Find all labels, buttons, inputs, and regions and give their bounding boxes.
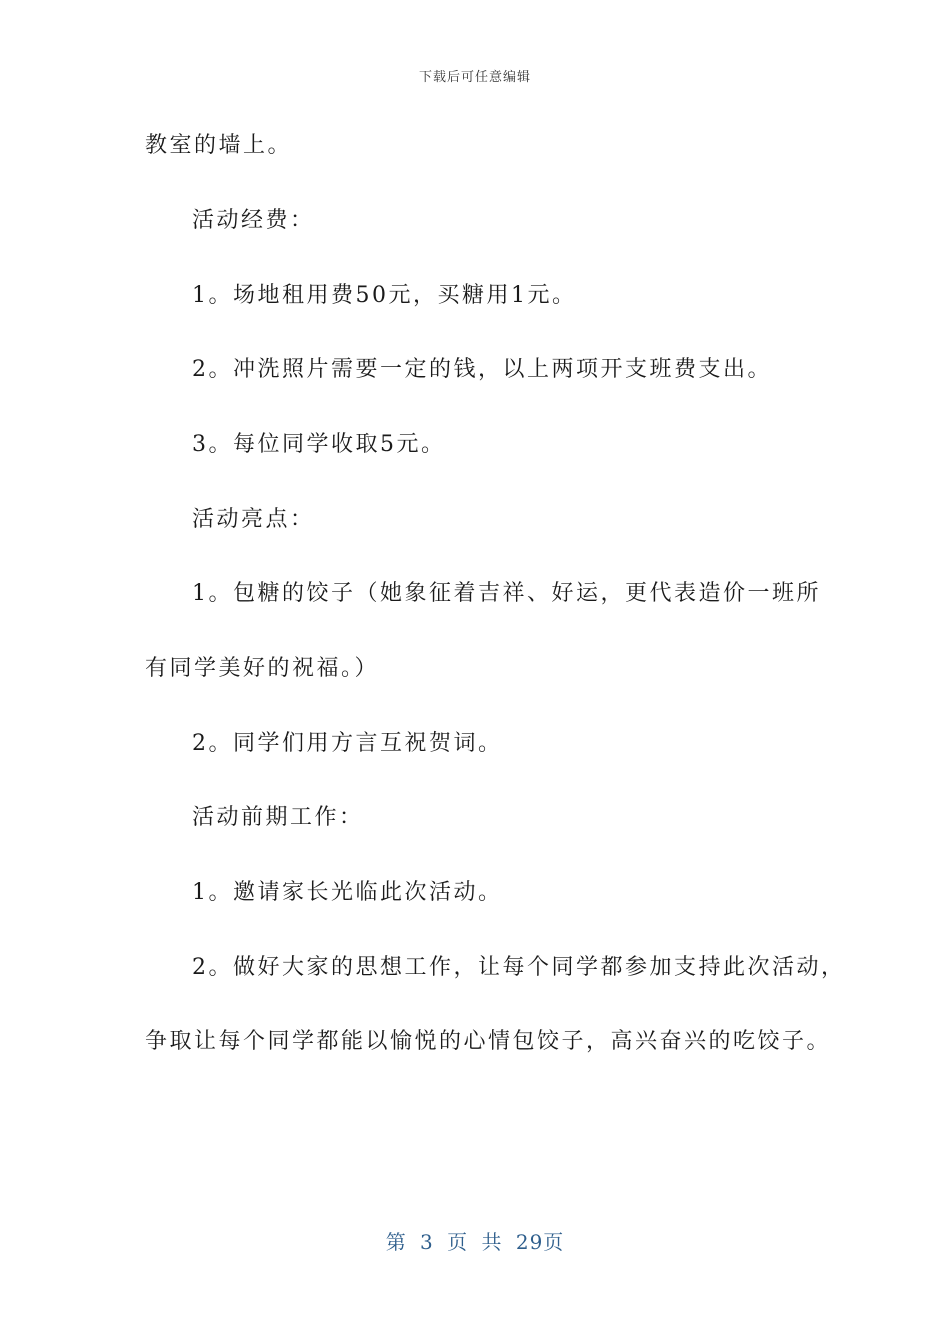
list-item: 1。包糖的饺子（她象征着吉祥、好运，更代表造价一班所 <box>192 581 821 606</box>
list-item: 1。邀请家长光临此次活动。 <box>192 880 503 905</box>
list-item: 1。场地租用费50元，买糖用1元。 <box>192 283 577 308</box>
list-item: 2。做好大家的思想工作，让每个同学都参加支持此次活动， <box>192 955 846 980</box>
section-heading-preparation: 活动前期工作： <box>192 805 364 830</box>
list-item: 2。冲洗照片需要一定的钱，以上两项开支班费支出。 <box>192 357 772 382</box>
section-heading-expenses: 活动经费： <box>192 208 315 233</box>
list-item-continuation: 争取让每个同学都能以愉悦的心情包饺子，高兴奋兴的吃饺子。 <box>145 1029 832 1054</box>
list-item-continuation: 有同学美好的祝福。） <box>145 656 380 681</box>
paragraph-line: 教室的墙上。 <box>145 133 293 158</box>
header-note: 下载后可任意编辑 <box>418 70 531 85</box>
list-item: 3。每位同学收取5元。 <box>192 432 446 457</box>
list-item: 2。同学们用方言互祝贺词。 <box>192 731 503 756</box>
section-heading-highlights: 活动亮点： <box>192 507 315 532</box>
page-number: 第 3 页 共 29页 <box>385 1230 565 1254</box>
